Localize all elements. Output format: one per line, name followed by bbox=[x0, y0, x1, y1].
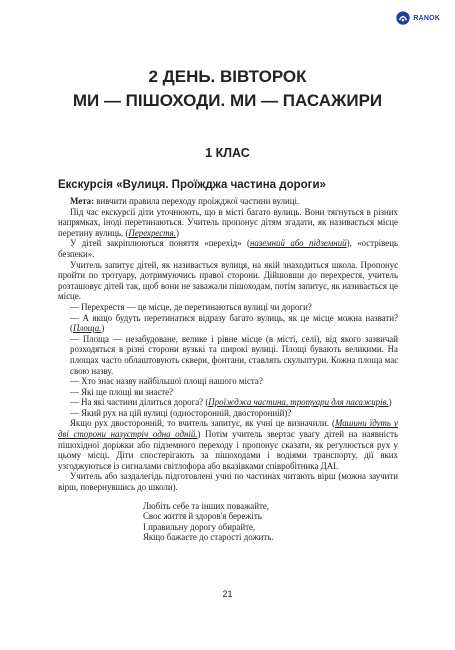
dialogue-line: — Хто знає назву найбільшої площі нашого міста? bbox=[70, 376, 263, 387]
paragraph-poem-intro: Учитель або заздалегідь підготовлені учні по частинах читають вірш (можна заучити вірш, повернувшись до школи). bbox=[58, 471, 398, 493]
poem-line: Якщо бажаєте до старості дожить. bbox=[143, 532, 274, 543]
paragraph-two-way-traffic: Якщо рух двосторонній, то вчитель запитує, як учні це визначили. (Машини їдуть у дві сторони назустріч одна одній.) Потім учитель звертає увагу дітей на наявність пішохідної доріжки або підземного переходу і пропонує сказати, як регулюється рух у цьому місці. Діти спостерігають за пішоходами і водіями транспорту, дії яких узгоджуються із сигналами світлофора або вказівками співробітника ДАІ. bbox=[58, 418, 398, 471]
poem bbox=[58, 501, 398, 543]
dialogue-line: — Перехрестя — це місце, де перетинаються вулиці чи дороги? bbox=[70, 301, 312, 312]
chapter-title-topic: МИ — ПІШОХОДИ. МИ — ПАСАЖИРИ bbox=[72, 91, 383, 110]
paragraph-school-street: Учитель запитує дітей, як називається вулиця, на якій знаходиться школа. Пропонує пройти по тротуару, дотримуючись правої сторони. Дійшовши до перехрестя, учитель розташовує дітей так, щоб вони не заважали пішоходам, потім запитує, як називається це місце. bbox=[58, 259, 398, 302]
dialogue-line: — Які ще площі ви знаєте? bbox=[70, 386, 174, 397]
answer-crossing-types: наземний або підземний bbox=[249, 238, 347, 249]
ranok-logo-icon bbox=[396, 11, 410, 25]
chapter-title-day: 2 ДЕНЬ. ВІВТОРОК bbox=[148, 67, 307, 86]
lesson-body bbox=[58, 196, 398, 543]
paragraph-concepts: У дітей закріплюються поняття «перехід» (наземний або підземний), «острівець безпеки». bbox=[58, 238, 399, 259]
page-number: 21 bbox=[222, 589, 233, 599]
answer-two-way: Машини їдуть у дві сторони назустріч одна одній. bbox=[58, 418, 398, 440]
publisher-logo-text: RANOK bbox=[413, 14, 440, 22]
poem-line: Своє життя й здоров'я бережіть bbox=[143, 511, 262, 522]
excursion-title: Екскурсія «Вулиця. Проїжджа частина дороги» bbox=[58, 179, 326, 191]
class-heading: 1 КЛАС bbox=[205, 146, 250, 160]
answer-square: Площа. bbox=[72, 323, 102, 334]
answer-crossroads: Перехрестя. bbox=[128, 227, 177, 238]
paragraph-streets: Під час екскурсії діти уточнюють, що в місті багато вулиць. Вони тягнуться в різних напрямках, іноді перетинаються. Учитель пропонує дітям згадати, як називається місце перетину вулиць. (Перехрестя.) bbox=[58, 206, 398, 238]
poem-line: Любіть себе та інших поважайте, bbox=[143, 500, 269, 511]
goal-label: Мета: bbox=[70, 196, 95, 206]
goal-text: вивчити правила переходу проїжджої частини вулиці. bbox=[94, 196, 300, 206]
dialogue-line: — Площа — незабудоване, велике і рівне місце (в місті, селі), від якого зазвичай розходяться в різні сторони вузькі та широкі вулиці. Площі бувають великими. На площах часто облаштовують сквери, фонтани, ставлять скульптури. Кожна площа має свою назву. bbox=[70, 333, 398, 376]
dialogue-line: — А якщо будуть перетинатися відразу багато вулиць, як це місце можна назвати? (Площа.) bbox=[70, 312, 398, 334]
goal-paragraph bbox=[58, 196, 398, 207]
answer-road-parts: Проїжджа частина, тротуари для пасажирів. bbox=[208, 397, 389, 408]
dialogue-line: — На які частини ділиться дорога? (Проїжджа частина, тротуари для пасажирів.) bbox=[70, 397, 392, 408]
poem-line: І правильну дорогу обирайте, bbox=[143, 521, 256, 532]
publisher-logo bbox=[396, 10, 440, 26]
dialogue-line: — Який рух на цій вулиці (односторонній, двосторонній)? bbox=[70, 407, 292, 418]
